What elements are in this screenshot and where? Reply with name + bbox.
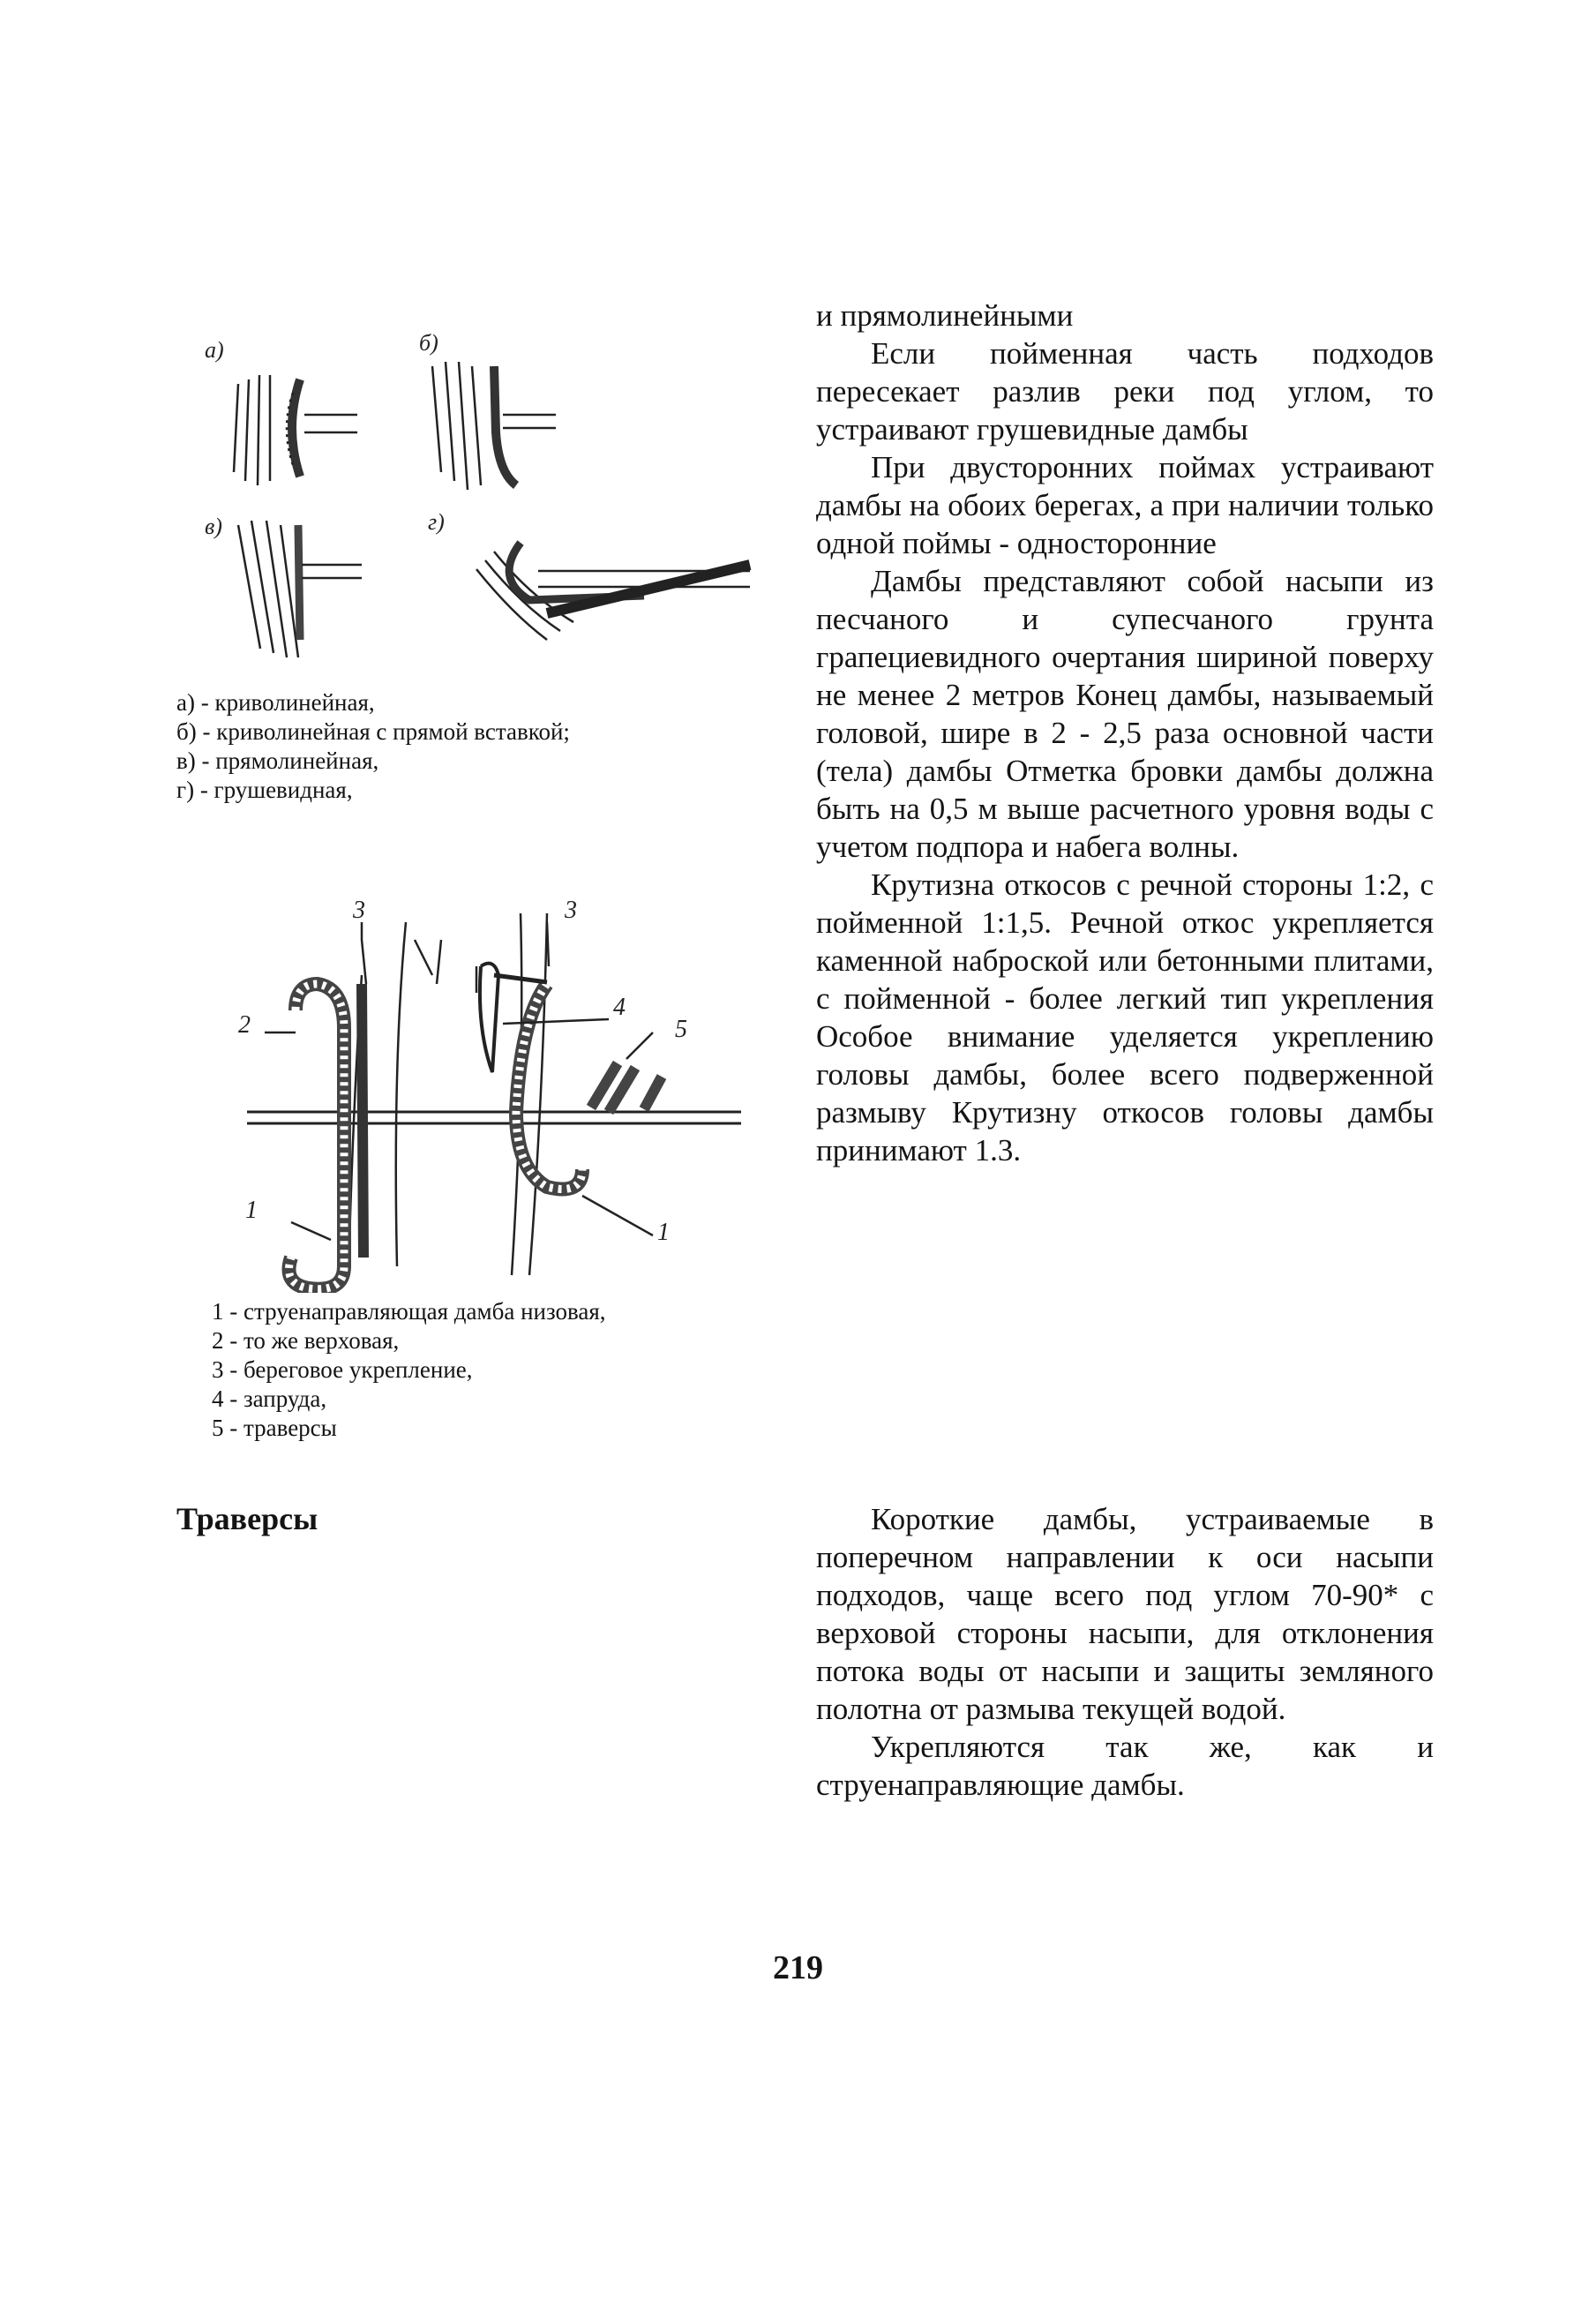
continuation-line: и прямолинейными (816, 298, 1074, 333)
label-b: б) (419, 331, 438, 356)
caption-line: б) - криволинейная с прямой вставкой; (176, 718, 570, 745)
section-text (816, 1500, 1434, 1804)
caption-line: 5 - траверсы (212, 1415, 337, 1441)
paragraph: Укрепляются так же, как и струенаправляющие дамбы. (816, 1730, 1434, 1802)
caption-line: г) - грушевидная, (176, 777, 353, 803)
figure1-caption (176, 688, 776, 805)
caption-line: 1 - струенаправляющая дамба низовая, (212, 1298, 606, 1325)
label-3-left: 3 (353, 897, 365, 924)
paragraph: При двусторонних поймах устраивают дамбы на обоих берегах, а при наличии только одной поймы - односторонние (816, 450, 1434, 560)
dam-types-figure (185, 331, 768, 675)
caption-line: в) - прямолинейная, (176, 747, 379, 774)
paragraph: Если пойменная часть подходов пересекает разлив реки под углом, то устраивают грушевидные дамбы (816, 336, 1434, 447)
label-v: в) (205, 514, 222, 539)
guide-dams-plan-figure (212, 887, 776, 1293)
label-3-right: 3 (565, 897, 577, 924)
figure2-caption (212, 1297, 776, 1443)
label-2: 2 (238, 1011, 251, 1039)
label-1-right: 1 (657, 1219, 670, 1246)
paragraph: Крутизна откосов с речной стороны 1:2, с пойменной 1:1,5. Речной откос укрепляется каменной наброской или бетонными плитами, с пойменной - более легкий тип укрепления Особое внимание уделяется укреплению головы дамбы, более всего подверженной размыву Крутизну откосов головы дамбы принимают 1.3. (816, 867, 1434, 1168)
section-heading: Траверсы (176, 1501, 318, 1536)
caption-line: 3 - береговое укрепление, (212, 1356, 473, 1383)
paragraph: Короткие дамбы, устраиваемые в поперечном направлении к оси насыпи подходов, чаще всего под углом 70-90* с верховой стороны насыпи, для отклонения потока воды от насыпи и защиты земляного полотна от размыва текущей водой. (816, 1502, 1434, 1726)
label-g: г) (428, 509, 445, 535)
caption-line: 4 - запруда, (212, 1385, 327, 1412)
page-number: 219 (773, 1949, 823, 1986)
paragraph: Дамбы представляют собой насыпи из песчаного и супесчаного грунта грапециевидного очертания шириной поверху не менее 2 метров Конец дамбы, называемый головой, шире в 2 - 2,5 раза основной части (тела) дамбы Отметка бровки дамбы должна быть на 0,5 м выше расчетного уровня воды с учетом подпора и набега волны. (816, 564, 1434, 864)
label-a: а) (205, 337, 224, 363)
label-5: 5 (675, 1016, 687, 1043)
label-1-left: 1 (245, 1197, 258, 1224)
label-4: 4 (613, 994, 626, 1021)
caption-line: 2 - то же верховая, (212, 1327, 400, 1354)
caption-line: а) - криволинейная, (176, 689, 375, 716)
right-column-text (816, 297, 1434, 1169)
